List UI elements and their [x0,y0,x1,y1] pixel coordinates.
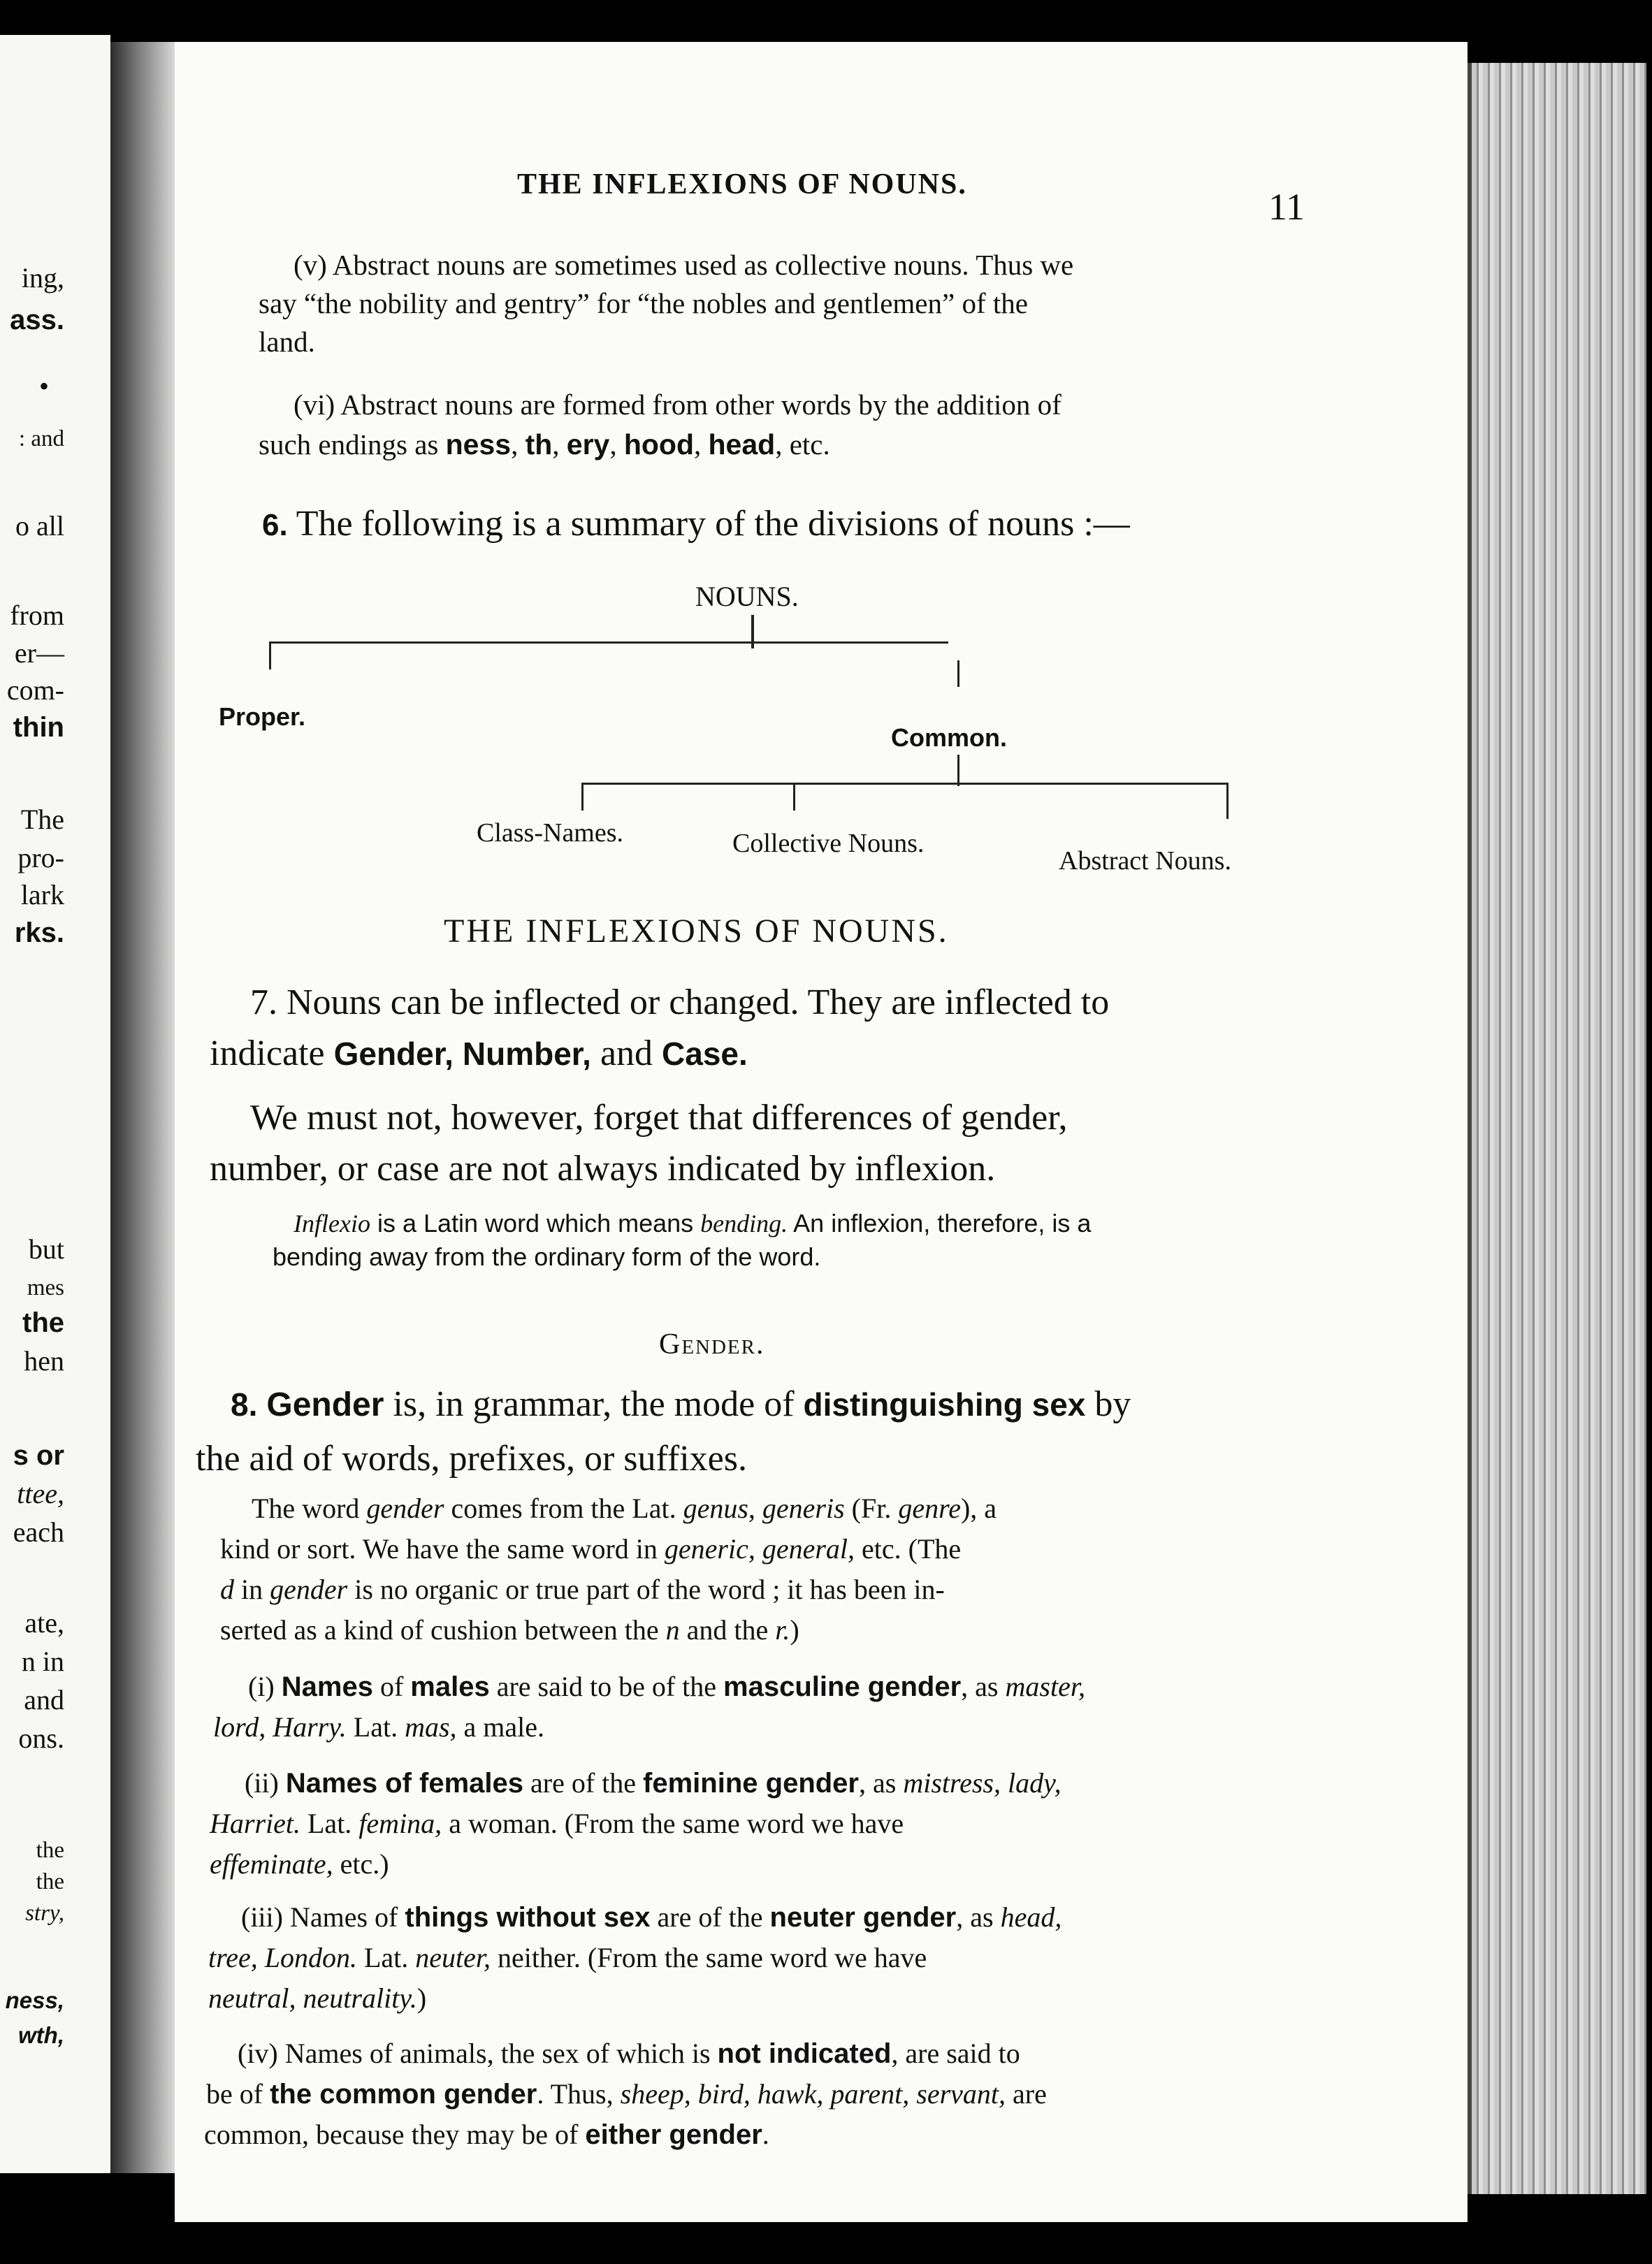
left-fragment: hen [24,1345,64,1377]
left-fragment: s or [13,1440,64,1471]
item-text: (iii) Names of [241,1901,405,1933]
item-text: are [1006,2078,1047,2110]
section7-text: Nouns can be inflected or changed. They are inflected to [287,982,1110,1022]
tree-proper: Proper. [219,702,306,731]
term-number: Number, [462,1036,591,1072]
item-text: a woman. (From the same word we have [442,1808,904,1839]
item-italic: effeminate, [210,1848,333,1880]
tree-connector [269,641,271,669]
section6-paragraph [262,503,1130,544]
etym-term: gender [270,1574,348,1605]
item-bold: either gender [585,2119,762,2150]
ending-term: head [708,428,776,460]
para-text: , etc. [775,428,830,460]
item-italic: mistress, lady, [903,1767,1062,1799]
left-fragment: lark [20,879,64,910]
section7-note-line2: bending away from the ordinary form of the word. [273,1242,821,1271]
section8-line1 [231,1384,1131,1425]
item-text: are of the [523,1767,644,1799]
etym-text: and the [679,1614,776,1646]
left-fragment: from [10,600,64,631]
tree-leaf: Abstract Nouns. [1059,846,1231,876]
tree-connector [581,783,584,811]
item-italic: mas, [405,1711,457,1743]
etym-text: etc. (The [855,1533,962,1565]
item-italic: tree, London. [208,1942,357,1973]
item-text: are of the [650,1901,770,1933]
item-text: Lat. [356,1942,416,1973]
tree-connector [957,660,959,687]
item-iii-line2 [208,1941,927,1974]
item-italic: head, [1000,1901,1062,1933]
section7-line1 [250,982,1109,1023]
etym-text: serted as a kind of cushion between the [220,1614,666,1646]
term-gender: Gender [266,1386,384,1423]
etym-text: is no organic or true part of the word ; it has been in- [347,1574,945,1605]
item-text: a male. [456,1711,545,1743]
left-fragment: mes [27,1275,64,1300]
left-fragment: thin [13,712,64,743]
running-title: THE INFLEXIONS OF NOUNS. [517,168,967,201]
para-v-line2: say “the nobility and gentry” for “the nobles and gentlemen” of the [259,287,1028,319]
item-bold: not indicated [717,2038,892,2069]
item-i-line2 [213,1711,544,1743]
section8-line2: the aid of words, prefixes, or suffixes. [196,1439,747,1479]
term-gender: Gender, [333,1036,454,1072]
item-text: (iv) Names of animals, the sex of which is [238,2038,718,2069]
left-fragment: but [28,1233,64,1265]
item-italic: master, [1005,1671,1085,1702]
ending-term: hood [623,428,695,460]
item-text: common, because they may be of [204,2119,586,2150]
left-fragment: er— [14,637,64,669]
item-text: are said to be of the [489,1671,724,1702]
item-italic: sheep, bird, hawk, parent, servant, [620,2078,1006,2110]
page-number: 11 [1268,186,1305,228]
separator: , [552,428,567,460]
item-text: Lat. [346,1711,405,1743]
etym-term: genre [898,1493,961,1524]
etym-term: generic, general, [664,1533,855,1565]
left-fragment: rks. [14,917,64,948]
section8-text: by [1085,1384,1131,1424]
tree-leaf: Class-Names. [477,818,624,848]
etym-text: ) [790,1614,799,1646]
section7-line4: number, or case are not always indicated by inflexion. [210,1149,996,1189]
item-text: (i) [248,1671,282,1702]
section-number: 6. [262,508,288,542]
etym-term: n [665,1614,680,1646]
note-term: Inflexio [294,1210,370,1238]
item-iv-line1 [238,2037,1020,2070]
tree-connector [957,755,959,786]
etym-text: in [234,1574,270,1605]
item-text: ) [416,1982,427,2014]
item-iii-line3 [208,1982,426,2015]
item-italic: Harriet. [210,1808,300,1839]
separator: , [694,428,709,460]
etym-text: kind or sort. We have the same word in [220,1533,665,1565]
item-text: . Thus, [537,2078,621,2110]
note-text: An inflexion, therefore, is a [788,1209,1092,1238]
item-bold: males [410,1671,490,1702]
item-text: , as [859,1767,904,1799]
ending-term: th [525,428,553,460]
tree-common: Common. [891,723,1007,752]
section7-text: and [590,1033,662,1073]
item-bold: Names [281,1671,373,1702]
section7-note-line1 [294,1209,1091,1238]
item-bold: feminine gender [643,1768,859,1799]
section-number: 8. [231,1386,258,1423]
left-fragment: each [13,1516,64,1548]
item-text: be of [206,2078,270,2110]
item-text: etc.) [333,1848,389,1880]
para-text: such endings as [259,428,446,460]
section6-text: The following is a summary of the divisions of nouns :— [296,504,1130,544]
left-fragment: : and [18,426,64,451]
section8-text: is, in grammar, the mode of [384,1384,804,1424]
term-distinguishing-sex: distinguishing sex [803,1386,1086,1423]
book-gutter [110,42,180,2173]
left-fragment: n in [21,1646,64,1677]
item-text: . [762,2119,769,2150]
separator: , [511,428,526,460]
left-fragment: wth, [18,2022,64,2048]
etym-term: d [220,1574,234,1605]
item-italic: neutral, neutrality. [208,1982,417,2014]
item-italic: femina, [358,1808,442,1839]
left-fragment: ness, [5,1987,64,2013]
note-text: is a Latin word which means [370,1209,701,1238]
para-vi-line1: (vi) Abstract nouns are formed from other words by the addition of [294,389,1062,421]
item-bold: things without sex [405,1902,651,1933]
etym-line1 [252,1492,997,1525]
left-fragment: the [22,1307,64,1338]
etym-line3 [220,1573,945,1606]
tree-connector [793,783,795,811]
item-ii-line2 [210,1807,904,1840]
para-v-line3: land. [259,326,315,358]
gender-heading: Gender. [659,1328,765,1360]
left-fragment: ing, [21,262,64,293]
etym-line2 [220,1532,961,1565]
left-fragment: • [38,370,49,402]
left-fragment: the [36,1838,64,1863]
etym-line4 [220,1613,799,1646]
item-italic: lord, Harry. [213,1711,347,1743]
item-italic: neuter, [415,1942,491,1973]
section-number: 7. [250,982,277,1022]
tree-connector [581,783,1228,785]
previous-page-sliver [0,35,110,2173]
item-iii-line1 [241,1901,1062,1933]
left-fragment: ttee, [17,1478,64,1509]
section7-text: indicate [210,1033,334,1073]
left-fragment: ate, [24,1607,64,1639]
ending-term: ness [445,428,512,460]
item-text: (ii) [245,1767,286,1799]
item-bold: neuter gender [769,1902,957,1933]
etym-term: genus, generis [683,1493,845,1524]
section7-line3: We must not, however, forget that differences of gender, [250,1098,1068,1138]
item-bold: Names of females [285,1768,524,1799]
etym-text: The word [252,1493,367,1524]
item-text: Lat. [300,1808,359,1839]
left-fragment: ass. [10,305,64,335]
item-i-line1 [248,1670,1085,1703]
etym-term: gender [366,1493,444,1524]
ending-term: ery [566,428,610,460]
item-text: , as [956,1901,1001,1933]
para-v-line1: (v) Abstract nouns are sometimes used as collective nouns. Thus we [294,249,1074,281]
section-heading: THE INFLEXIONS OF NOUNS. [444,913,949,950]
item-text: , as [961,1671,1006,1702]
tree-connector [269,641,948,644]
etym-text: ), a [960,1493,997,1524]
note-term: bending. [700,1210,788,1238]
item-text: of [372,1671,411,1702]
left-fragment: stry, [25,1901,64,1926]
left-fragment: The [20,804,64,835]
item-ii-line3 [210,1848,389,1880]
tree-root: NOUNS. [695,581,799,612]
left-fragment: pro- [17,842,64,873]
item-iv-line3 [204,2118,769,2151]
page-block-edges [1468,63,1646,2194]
tree-connector [1226,783,1229,819]
tree-leaf: Collective Nouns. [732,829,925,858]
left-fragment: com- [6,674,64,706]
etym-text: comes from the Lat. [444,1493,683,1524]
item-ii-line1 [245,1766,1062,1799]
section7-line2 [210,1033,748,1074]
book-page [175,42,1468,2222]
left-fragment: ons. [18,1722,64,1754]
item-iv-line2 [206,2077,1047,2110]
left-fragment: o all [15,510,64,542]
item-text: , are said to [891,2038,1020,2069]
term-case: Case. [662,1036,748,1072]
separator: , [609,428,624,460]
para-vi-line2 [259,428,830,461]
item-bold: masculine gender [723,1671,962,1702]
left-fragment: and [24,1684,64,1715]
item-bold: the common gender [270,2079,537,2110]
etym-text: (Fr. [844,1493,899,1524]
left-fragment: the [36,1869,64,1894]
etym-term: r. [775,1614,790,1646]
item-text: neither. (From the same word we have [491,1942,927,1973]
